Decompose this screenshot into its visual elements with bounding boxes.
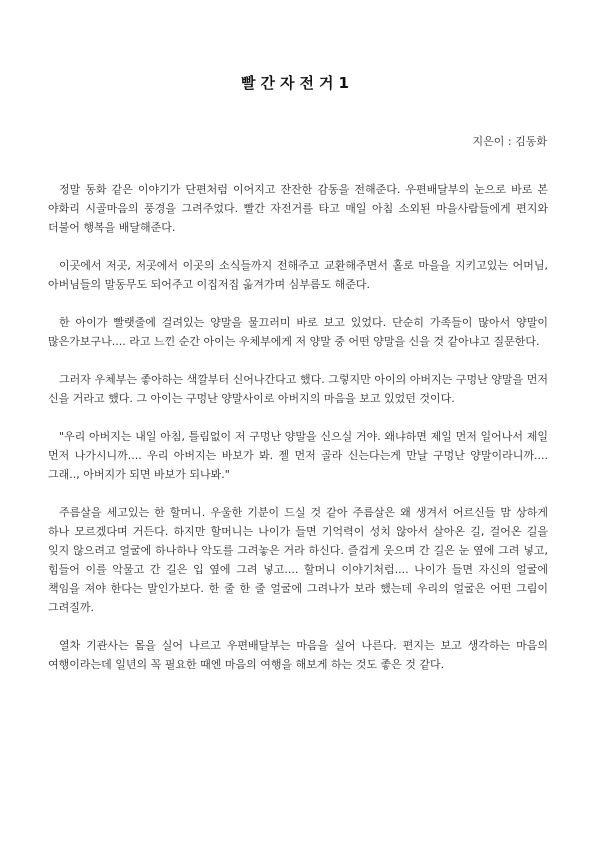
paragraph: 그러자 우체부는 좋아하는 색깔부터 신어나간다고 했다. 그렇지만 아이의 아버지는 구멍난 양말을 먼저 신을 거라고 했다. 그 아이는 구멍난 양말사이로 아버지의 마음을 보고 있었던 것이다. [48,373,548,405]
paragraph: "우리 아버지는 내일 아침, 틀림없이 저 구멍난 양말을 신으실 거야. 왜냐하면 제일 먼저 일어나서 제일 먼저 나가시니까.... 우리 아버지는 바보가 봐. 젤 먼저 골라 신는다는게 만날 구멍난 양말이라니까.... 그래.., 아버지가 되면 바보가 되나봐." [48,430,548,481]
paragraph: 열차 기관사는 몸을 실어 나르고 우편배달부는 마음을 실어 나른다. 편지는 보고 생각하는 마음의 여행이라는데 일년의 꼭 필요한 때엔 마음의 여행을 해보게 하는 것도 좋은 것 같다. [48,639,548,671]
paragraph: 주름살을 세고있는 한 할머니. 우울한 기분이 드실 것 같아 주름살은 왜 생겨서 어르신들 맘 상하게 하나 모르겠다며 거든다. 하지만 할머니는 나이가 들면 기억력이 성치 않아서 살아온 길, 걸어온 길을 잊지 않으려고 얼굴에 하나하나 악도를 그려놓은 거라 하신다. 즐겁게 웃으며 간 길은 눈 옆에 그려 넣고, 힘들어 이를 악물고 간 길은 입 옆에 그려 넣고.... 할머니 이야기처럼.... 나이가 들면 자신의 얼굴에 책임을 져야 한다는 말인가보다. 한 줄 한 줄 얼굴에 그려나가 보라 했는데 우리의 얼굴은 어떤 그림이 그려질까. [48,506,548,614]
page-title: 빨간자전거1 [241,74,354,92]
paragraph: 한 아이가 빨랫줄에 걸려있는 양말을 물끄러미 바로 보고 있었다. 단순히 가족들이 많아서 양말이 많은가보구나.... 라고 느낀 순간 아이는 우체부에게 저 양말 중 어떤 양말을 신을 것 같아냐고 질문한다. [48,316,548,348]
paragraph: 정말 동화 같은 이야기가 단편처럼 이어지고 잔잔한 감동을 전해준다. 우편배달부의 눈으로 바로 본 야화리 시골마음의 풍경을 그려주었다. 빨간 자전거를 타고 매일 아침 소외된 마을사람들에게 편지와 더불어 행복을 배달해준다. [48,183,548,234]
body-text [48,180,548,693]
author-line: 지은이 : 김동화 [472,135,547,148]
paragraph: 이곳에서 저곳, 저곳에서 이곳의 소식들까지 전해주고 교환해주면서 홀로 마을을 지키고있는 어머님, 아버님들의 말동무도 되어주고 이집저집 옮겨가며 심부름도 해준다. [48,259,548,291]
